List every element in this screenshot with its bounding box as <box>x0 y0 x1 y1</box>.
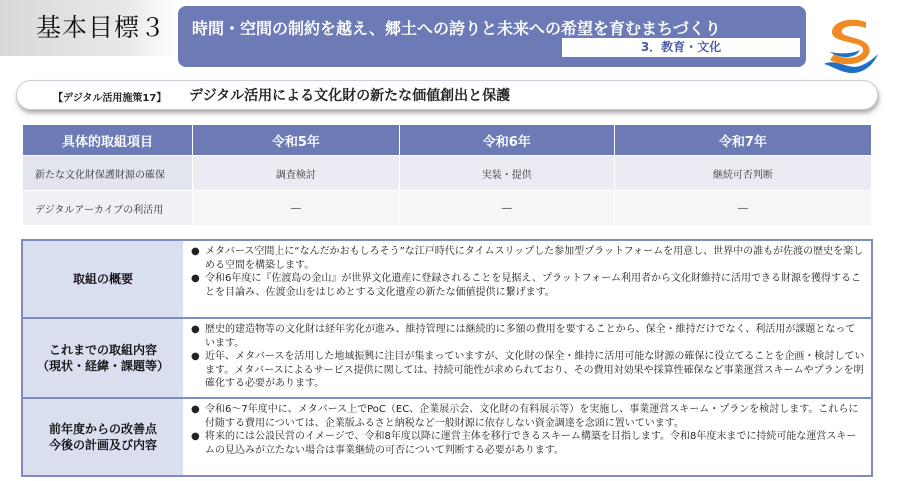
bullet-text: 将来的には公設民営のイメージで、令和8年度以降に運営主体を移行できるスキーム構築を目指します。令和8年度末までに持続可能な運営スキームの見込みが立たない場合は事業継続の可否について判断する必要があります。 <box>205 431 857 456</box>
bullet-text: メタバース空間上に“なんだかおもしろそう”な江戸時代にタイムスリップした参加型プラットフォームを用意し、世界中の誰もが佐渡の歴史を楽しめる空間を構築します。 <box>205 246 864 271</box>
bullet-icon: ● <box>191 351 200 362</box>
detail-label: これまでの取組内容 （現状・経緯・課題等） <box>23 319 183 397</box>
list-item <box>191 323 865 350</box>
row-r6: ― <box>399 191 614 226</box>
bullet-text: 令和6～7年度中に、メタバース上でPoC（EC、企業展示会、文化財の有料展示等）を実施し、事業運営スキーム・プランを検討します。これらに付随する費用については、企業版ふるさと納税など一般財源に依存しない資金調達を念頭に置いています。 <box>205 404 859 429</box>
row-item: デジタルアーカイブの利活用 <box>23 191 193 226</box>
row-r5: ― <box>193 191 400 226</box>
detail-row-plan <box>23 399 871 475</box>
bullet-text: 令和6年度に『佐渡島の金山』が世界文化遺産に登録されることを見据え、プラットフォーム利用者から文化財維持に活用できる財源を獲得することを目論み、佐渡金山をはじめとする文化遺産の新たな価値提供に繋げます。 <box>205 273 861 298</box>
schedule-table <box>22 124 872 226</box>
bullet-icon: ● <box>191 273 200 284</box>
header-year-r5: 令和5年 <box>193 125 400 156</box>
detail-label: 前年度からの改善点 今後の計画及び内容 <box>23 399 183 475</box>
measure-title: デジタル活用による文化財の新たな価値創出と保護 <box>189 88 511 104</box>
header-item: 具体的取組項目 <box>23 125 193 156</box>
header-year-r6: 令和6年 <box>399 125 614 156</box>
bullet-icon: ● <box>191 431 200 442</box>
list-item <box>191 403 865 430</box>
list-item <box>191 272 865 299</box>
bullet-text: 歴史的建造物等の文化財は経年劣化が進み、維持管理には継続的に多額の費用を要することから、保全・維持だけでなく、利活用が課題となっています。 <box>205 324 856 349</box>
row-r6: 実装・提供 <box>399 156 614 191</box>
bullet-icon: ● <box>191 246 200 257</box>
row-r7: ― <box>614 191 871 226</box>
bullet-icon: ● <box>191 404 200 415</box>
detail-body <box>185 319 871 397</box>
goal-banner <box>178 6 806 67</box>
table-row <box>23 156 872 191</box>
category-label: 3．教育・文化 <box>562 38 800 57</box>
detail-row-overview <box>23 241 871 317</box>
measure-title-bar <box>16 80 878 110</box>
bullet-text: 近年、メタバースを活用した地域振興に注目が集まっていますが、文化財の保全・維持に活用可能な財源の確保に役立てることを企画・検討しています。メタバースによるサービス提供に関しては、持続可能性が求められており、その費用対効果や採算性確保など事業運営スキームやプランを明確化する必要があります。 <box>205 351 865 389</box>
banner-text: 時間・空間の制約を越え、郷土への誇りと未来への希望を育むまちづくり <box>192 19 721 38</box>
detail-body <box>185 399 871 475</box>
detail-panel <box>21 239 873 477</box>
detail-body <box>185 241 871 317</box>
schedule-header-row <box>23 125 872 156</box>
row-r7: 継続可否判断 <box>614 156 871 191</box>
detail-label: 取組の概要 <box>23 241 183 317</box>
goal-title: 基本目標３ <box>36 13 167 42</box>
table-row <box>23 191 872 226</box>
measure-tag: 【デジタル活用施策17】 <box>53 93 167 104</box>
city-logo-icon <box>820 14 880 76</box>
list-item <box>191 350 865 391</box>
detail-row-history <box>23 319 871 397</box>
row-item: 新たな文化財保護財源の確保 <box>23 156 193 191</box>
list-item <box>191 245 865 272</box>
row-r5: 調査検討 <box>193 156 400 191</box>
bullet-icon: ● <box>191 324 200 335</box>
header-year-r7: 令和7年 <box>614 125 871 156</box>
list-item <box>191 430 865 457</box>
